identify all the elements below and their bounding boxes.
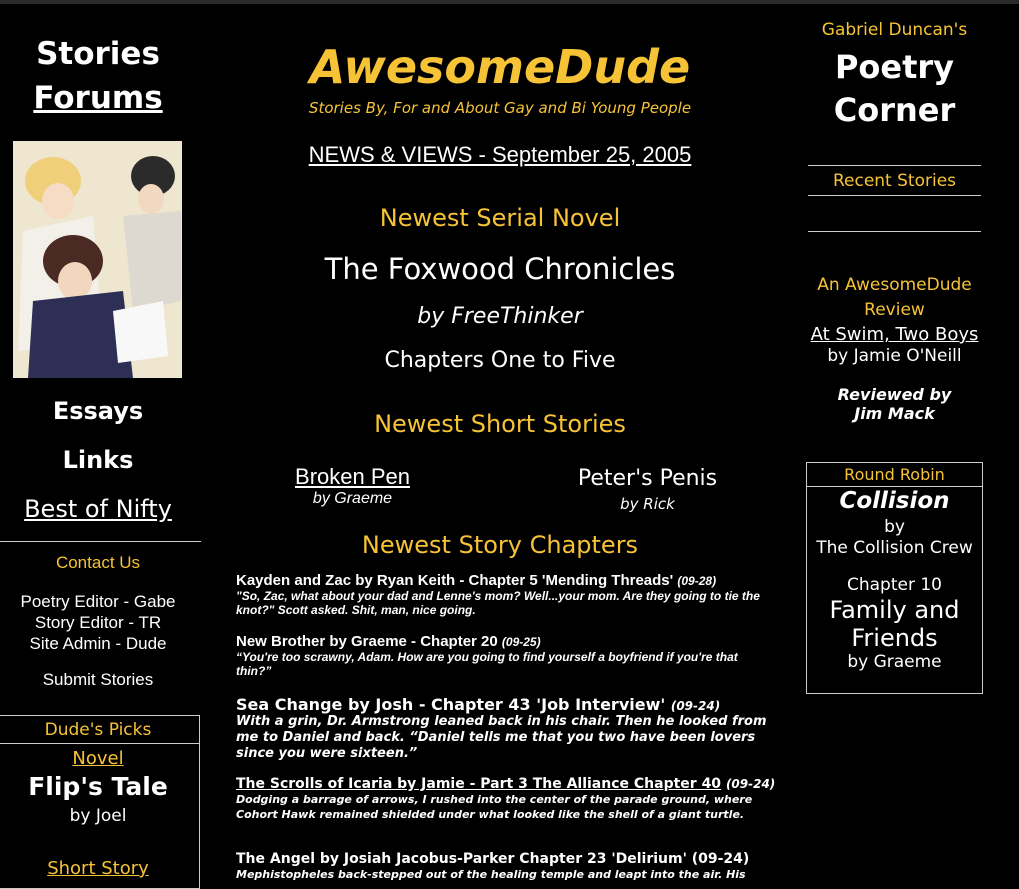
- chapter-excerpt: Mephistopheles back-stepped out of the healing temple and leapt into the air. His: [236, 868, 746, 881]
- short-story-author: by Rick: [620, 495, 675, 513]
- short-story-link[interactable]: Short Story: [47, 858, 149, 879]
- main-content: [230, 0, 776, 885]
- chapter-excerpt: With a grin, Dr. Armstrong leaned back in his chair. Then he looked from me to Daniel and back. “Daniel tells me that you two have been lovers since you were sixteen.”: [236, 714, 767, 761]
- reviewed-by-line1: Reviewed by: [837, 385, 952, 404]
- submit-stories-link[interactable]: Submit Stories: [42, 670, 154, 689]
- rr-chapter-title-line2: Friends: [851, 624, 938, 652]
- poetry-editor-contact[interactable]: Poetry Editor - Gabe: [20, 592, 176, 611]
- poetry-corner-line1: Poetry: [834, 48, 955, 86]
- site-logo[interactable]: AwesomeDude: [309, 40, 691, 94]
- chapter-title[interactable]: The Scrolls of Icaria by Jamie - Part 3 The Alliance Chapter 40: [236, 776, 722, 792]
- left-divider: [0, 541, 201, 542]
- review-book-link[interactable]: At Swim, Two Boys: [810, 324, 979, 345]
- review-heading-line1: An AwesomeDude: [817, 275, 972, 295]
- poetry-corner-link[interactable]: [806, 46, 983, 132]
- round-robin-author: by Graeme: [847, 652, 942, 672]
- round-robin-by: by: [884, 517, 905, 537]
- round-robin-chapter: Chapter 10: [846, 575, 942, 595]
- chapter-date: (09-25): [501, 635, 541, 649]
- chapter-item: [236, 851, 776, 882]
- links-link[interactable]: Links: [62, 446, 134, 474]
- poetry-corner-line2: Corner: [833, 91, 956, 129]
- chapter-title[interactable]: Sea Change by Josh - Chapter 43 'Job Interview': [236, 695, 666, 714]
- best-of-nifty-link[interactable]: Best of Nifty: [24, 495, 172, 523]
- round-robin-chapter-title[interactable]: [806, 596, 983, 652]
- left-sidebar: [0, 0, 201, 885]
- dudes-picks-title: Dude's Picks: [44, 720, 152, 740]
- chapter-item: [236, 776, 776, 822]
- recent-divider-mid: [808, 195, 981, 196]
- stories-heading: Stories: [36, 36, 160, 72]
- short-story-author: by Graeme: [312, 490, 393, 507]
- chapter-excerpt: "So, Zac, what about your dad and Lenne's mom? Well...your mom. Are they going to tie the knot?" Scott asked. Shit, man, nice going.: [236, 589, 760, 617]
- chapter-date: (09-28): [677, 574, 717, 588]
- anime-illustration-image: [13, 141, 182, 378]
- chapter-date: (09-24): [670, 699, 721, 713]
- chapter-date: (09-24): [725, 777, 776, 791]
- picks-divider: [0, 743, 200, 744]
- short-story-title[interactable]: Broken Pen: [295, 464, 410, 489]
- chapter-title[interactable]: New Brother by Graeme - Chapter 20: [236, 633, 498, 650]
- chapter-item: [236, 633, 776, 678]
- right-sidebar: [806, 0, 983, 885]
- story-chapters-heading: Newest Story Chapters: [361, 531, 639, 559]
- review-heading: [806, 273, 983, 323]
- site-tagline: Stories By, For and About Gay and Bi Young People: [308, 99, 692, 117]
- recent-divider-bottom: [808, 231, 981, 232]
- recent-stories-heading: Recent Stories: [832, 171, 957, 191]
- forums-link[interactable]: Forums: [33, 80, 163, 116]
- round-robin-heading: Round Robin: [844, 465, 945, 484]
- reviewed-by: [806, 385, 983, 423]
- serial-novel-heading: Newest Serial Novel: [379, 204, 621, 232]
- chapter-title[interactable]: Kayden and Zac by Ryan Keith - Chapter 5 'Mending Threads': [236, 572, 674, 589]
- round-robin-crew: The Collision Crew: [816, 538, 973, 558]
- review-book-author: by Jamie O'Neill: [827, 346, 962, 366]
- essays-link[interactable]: Essays: [52, 397, 144, 425]
- serial-novel-chapters[interactable]: Chapters One to Five: [384, 348, 616, 373]
- serial-novel-title[interactable]: The Foxwood Chronicles: [324, 252, 676, 286]
- novel-link[interactable]: Novel: [72, 748, 124, 769]
- contact-list: [0, 591, 196, 654]
- story-editor-contact[interactable]: Story Editor - TR: [34, 613, 162, 632]
- short-story-title[interactable]: Peter's Penis: [577, 466, 718, 491]
- reviewed-by-line2: Jim Mack: [854, 404, 935, 423]
- rr-chapter-title-line1: Family and: [829, 596, 960, 624]
- serial-novel-author: by FreeThinker: [417, 304, 583, 329]
- chapter-item: [236, 572, 776, 617]
- novel-title[interactable]: Flip's Tale: [28, 772, 168, 801]
- contact-us-link[interactable]: Contact Us: [55, 553, 141, 572]
- short-stories-heading: Newest Short Stories: [374, 410, 626, 438]
- chapter-excerpt: “You're too scrawny, Adam. How are you going to find yourself a boyfriend if you're that thin?”: [236, 650, 738, 678]
- poet-name: Gabriel Duncan's: [821, 20, 968, 40]
- chapter-item: [236, 695, 776, 762]
- news-views-link[interactable]: NEWS & VIEWS - September 25, 2005: [308, 142, 692, 167]
- review-heading-line2: Review: [864, 300, 925, 320]
- round-robin-title[interactable]: Collision: [839, 488, 950, 514]
- round-robin-divider: [807, 486, 982, 487]
- chapter-excerpt: Dodging a barrage of arrows, I rushed into the center of the parade ground, where Cohort Hawk remained shielded under what looked like the shell of a giant turtle.: [236, 793, 753, 821]
- novel-author: by Joel: [69, 806, 127, 826]
- recent-divider-top: [808, 165, 981, 166]
- chapter-title[interactable]: The Angel by Josiah Jacobus-Parker Chapter 23 'Delirium' (09-24): [236, 851, 750, 867]
- site-admin-contact[interactable]: Site Admin - Dude: [29, 634, 167, 653]
